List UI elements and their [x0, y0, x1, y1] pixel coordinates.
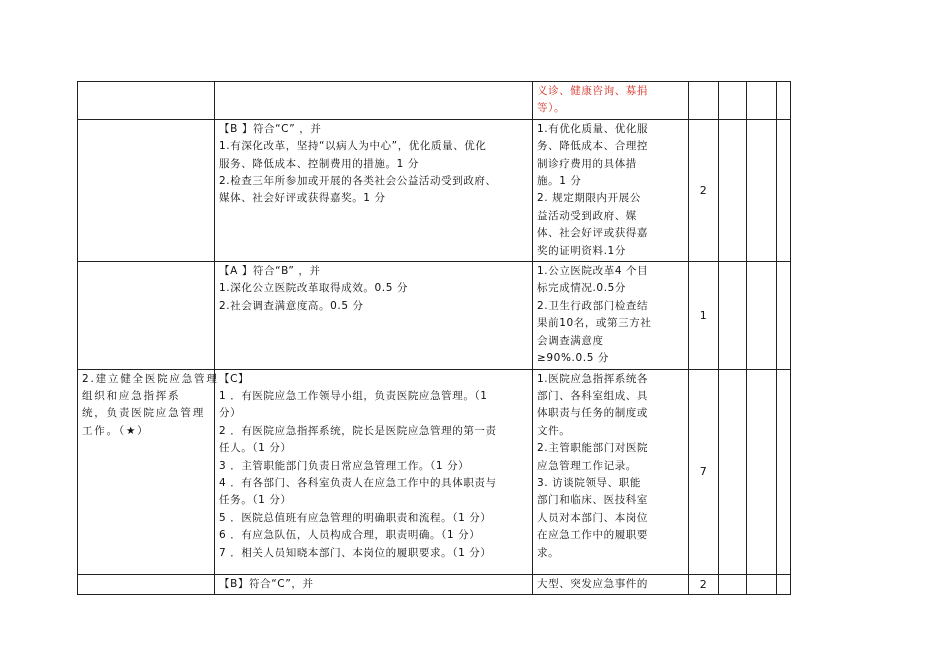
item-cell [78, 82, 215, 120]
standard-cell-line: 【B】符合“C”，并 [219, 577, 314, 590]
method-cell-line: 奖的证明资料.1分 [537, 244, 626, 257]
standard-cell-line: 2.社会调查满意度高。0.5 分 [219, 299, 364, 312]
empty-cell [719, 262, 747, 369]
item-cell [78, 369, 219, 574]
method-cell-line: 制诊疗费用的具体措 [537, 157, 637, 170]
item-cell-line: 组织和应急指挥系 [82, 389, 181, 402]
standard-cell-line: 【B 】符合“C” ，并 [219, 122, 322, 135]
method-cell-line: 部门和临床、医技科室 [537, 494, 648, 507]
table-row [78, 82, 791, 120]
item-cell [78, 574, 215, 594]
standard-cell [215, 119, 533, 261]
table-row [78, 119, 791, 261]
method-cell-line: 人员对本部门、本岗位 [537, 511, 648, 524]
method-cell-line: 2.卫生行政部门检查结 [537, 299, 649, 312]
empty-cell [777, 369, 791, 574]
method-cell-line: 益活动受到政府、媒 [537, 209, 637, 222]
standard-cell-line: 媒体、社会好评或获得嘉奖。1 分 [219, 192, 386, 205]
standard-cell-line: 5 ．医院总值班有应急管理的明确职责和流程。（1 分） [219, 511, 492, 524]
item-cell [78, 119, 215, 261]
method-cell-line: 等）。 [537, 102, 566, 115]
empty-cell [747, 262, 777, 369]
item-cell-line: 统，负责医院应急管理 [82, 407, 205, 420]
standard-cell-line: 1.深化公立医院改革取得成效。0.5 分 [219, 282, 409, 295]
method-cell-line: ≥90%.0.5 分 [537, 352, 610, 365]
standard-cell [215, 369, 533, 574]
empty-cell [719, 369, 747, 574]
table-row [78, 574, 791, 594]
standard-cell [215, 574, 533, 594]
empty-cell [747, 119, 777, 261]
method-cell-line: 体职责与任务的制度或 [537, 407, 648, 420]
standard-cell-line: 4 ．有各部门、各科室负责人在应急工作中的具体职责与 [219, 476, 497, 489]
method-cell [533, 574, 689, 594]
empty-cell [777, 574, 791, 594]
method-cell [533, 82, 689, 120]
method-cell-line: 1.公立医院改革4 个目 [537, 265, 649, 278]
score-cell: 2 [689, 574, 719, 594]
method-cell-line: 2. 规定期限内开展公 [537, 192, 641, 205]
method-cell-line: 果前10名，或第三方社 [537, 317, 652, 330]
empty-cell [747, 82, 777, 120]
standard-cell-line: 1 ．有医院应急工作领导小组，负责医院应急管理。（1 [219, 389, 488, 402]
method-cell-line: 义诊、健康咨询、募捐 [537, 85, 648, 97]
empty-cell [747, 574, 777, 594]
method-cell-line: 大型、突发应急事件的 [537, 577, 648, 590]
method-cell-line: 施。1 分 [537, 175, 582, 188]
method-cell-line: 在应急工作中的履职要 [537, 529, 648, 542]
standard-cell [215, 82, 533, 120]
table-row [78, 369, 791, 574]
method-cell-line: 会调查满意度 [537, 334, 604, 347]
empty-cell [777, 82, 791, 120]
method-cell-line: 1.有优化质量、优化服 [537, 122, 649, 135]
score-cell [689, 82, 719, 120]
method-cell [533, 262, 689, 369]
item-cell [78, 262, 215, 369]
method-cell-line: 应急管理工作记录。 [537, 459, 637, 472]
standard-cell-line: 服务、降低成本、控制费用的措施。1 分 [219, 157, 419, 170]
method-cell-line: 求。 [537, 546, 560, 559]
standard-cell-line: 2.检查三年所参加或开展的各类社会公益活动受到政府、 [219, 175, 497, 188]
standard-cell-line: 【C】 [219, 372, 250, 385]
evaluation-table [77, 81, 791, 595]
standard-cell [215, 262, 533, 369]
empty-cell [747, 369, 777, 574]
method-cell-line: 1.医院应急指挥系统各 [537, 372, 649, 385]
standard-cell-line: 3 ．主管职能部门负责日常应急管理工作。（1 分） [219, 459, 470, 472]
standard-cell-line: 7 ．相关人员知晓本部门、本岗位的履职要求。（1 分） [219, 546, 492, 559]
score-cell: 7 [689, 369, 719, 574]
method-cell [533, 369, 689, 574]
score-cell: 2 [689, 119, 719, 261]
empty-cell [719, 119, 747, 261]
method-cell [533, 119, 689, 261]
standard-cell-line: 6 ．有应急队伍，人员构成合理，职责明确。（1 分） [219, 529, 481, 542]
empty-cell [719, 82, 747, 120]
empty-cell [719, 574, 747, 594]
empty-cell [777, 262, 791, 369]
standard-cell-line: 任务。（1 分） [219, 494, 292, 507]
score-cell: 1 [689, 262, 719, 369]
table-row [78, 262, 791, 369]
method-cell-line: 标完成情况.0.5分 [537, 282, 627, 295]
method-cell-line: 文件。 [537, 424, 571, 437]
item-cell-line: 工作。（★） [82, 424, 150, 437]
empty-cell [777, 119, 791, 261]
standard-cell-line: 1.有深化改革，坚持“以病人为中心”，优化质量、优化 [219, 140, 487, 153]
method-cell-line: 部门、各科室组成、具 [537, 389, 648, 402]
method-cell-line: 务、降低成本、合理控 [537, 140, 648, 153]
standard-cell-line: 【A 】符合“B” ，并 [219, 265, 321, 278]
item-cell-line: 2.建立健全医院应急管理 [82, 372, 219, 385]
method-cell-line: 2.主管职能部门对医院 [537, 442, 649, 455]
standard-cell-line: 2 ．有医院应急指挥系统，院长是医院应急管理的第一责 [219, 424, 497, 437]
method-cell-line: 体、社会好评或获得嘉 [537, 227, 648, 240]
standard-cell-line: 任人。（1 分） [219, 442, 292, 455]
standard-cell-line: 分） [219, 407, 242, 420]
method-cell-line: 3. 访谈院领导、职能 [537, 476, 641, 489]
